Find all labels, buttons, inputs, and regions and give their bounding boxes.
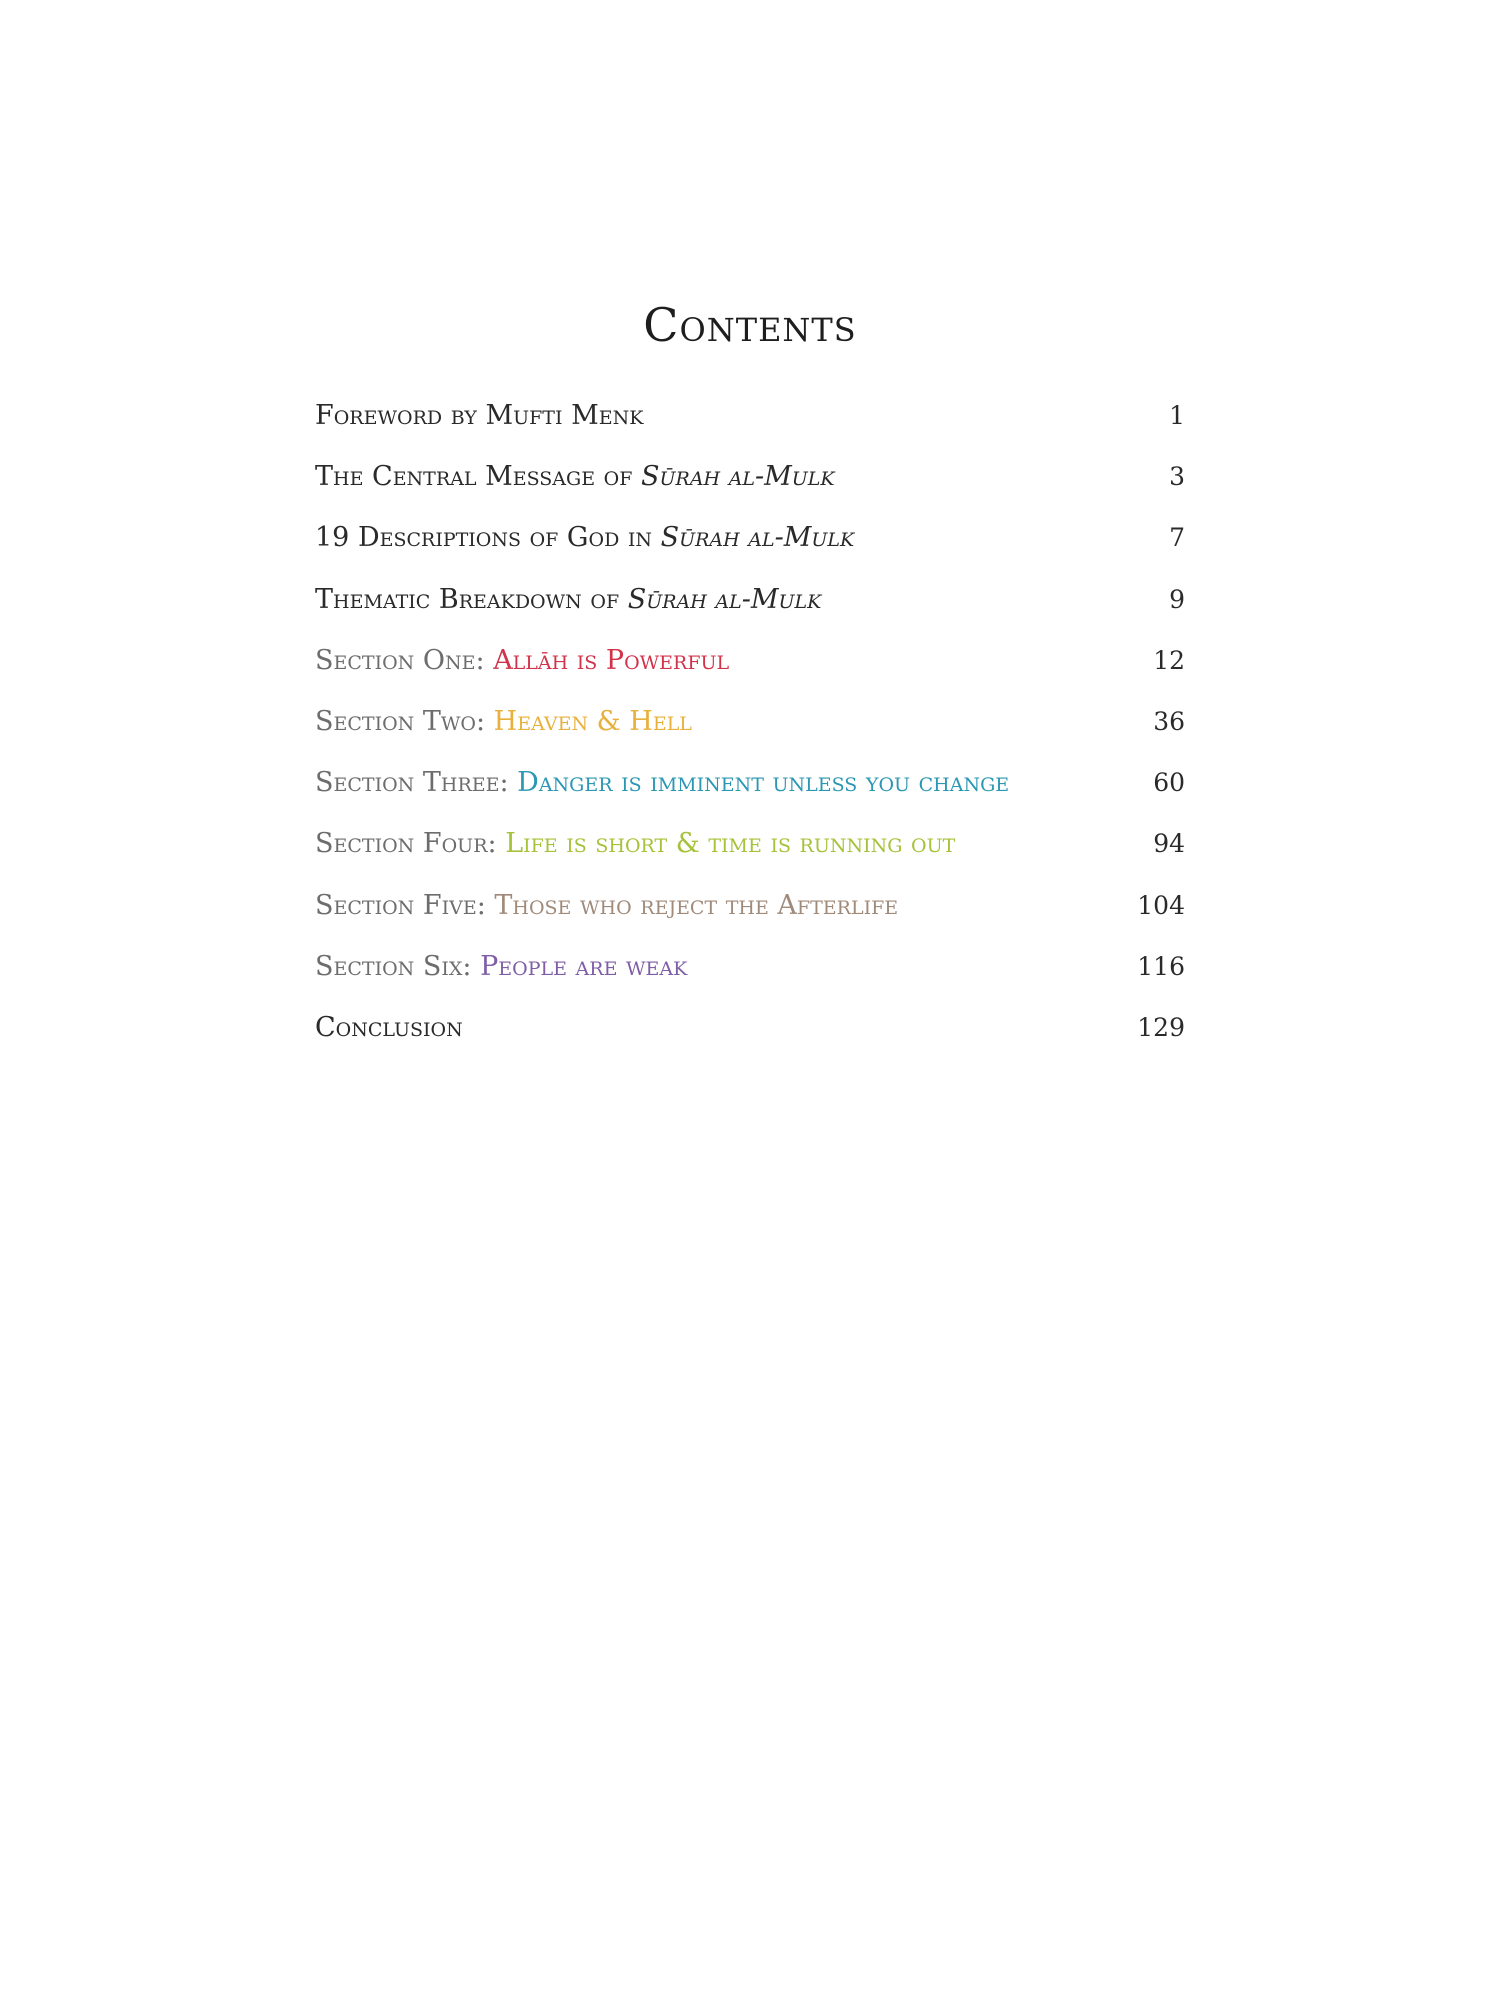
toc-section-title: Allāh is Powerful [493, 644, 730, 676]
toc-page-number: 94 [1153, 829, 1185, 859]
toc-entry-title: Thematic Breakdown of [315, 583, 628, 615]
toc-section-prefix: Section Three: [315, 767, 518, 799]
toc-page-number: 3 [1169, 462, 1185, 492]
toc-entry-label [315, 645, 729, 676]
toc-entry-label [315, 828, 955, 859]
toc-entry-label [315, 1012, 463, 1043]
toc-section-title: Life is short & time is running out [505, 828, 956, 860]
toc-section-prefix: Section Two: [315, 705, 494, 737]
toc-entry-surah-name: Sūrah al-Mulk [660, 522, 855, 554]
toc-section-title: Danger is imminent unless you change [517, 767, 1010, 799]
toc-page-number: 129 [1137, 1012, 1185, 1042]
toc-entry-label [315, 767, 1009, 798]
toc-section-prefix: Section One: [315, 644, 494, 676]
toc-entry-label [315, 461, 835, 492]
toc-page-number: 36 [1153, 706, 1185, 736]
toc-entry-foreword[interactable] [315, 400, 1185, 461]
toc-entry-surah-name: Sūrah al-Mulk [627, 583, 822, 615]
toc-entry-title: 19 Descriptions of God in [315, 522, 661, 554]
toc-entry-label [315, 951, 687, 982]
page-title: Contents [643, 298, 857, 352]
toc-section-title: Heaven & Hell [493, 705, 692, 737]
toc-entry-thematic-breakdown[interactable] [315, 584, 1185, 645]
toc-section-title: People are weak [480, 950, 688, 982]
toc-entry-label [315, 890, 898, 921]
toc-page-number: 7 [1169, 523, 1185, 553]
toc-section-prefix: Section Six: [315, 950, 481, 982]
toc-entry-label [315, 522, 854, 553]
toc-section-title: Those who reject the Afterlife [494, 889, 899, 921]
toc-entry-title: Conclusion [315, 1011, 463, 1043]
toc-entry-section-two[interactable] [315, 706, 1185, 767]
toc-page-number: 60 [1153, 768, 1185, 798]
toc-entry-section-four[interactable] [315, 828, 1185, 889]
toc-entry-title: Foreword by Mufti Menk [315, 400, 644, 431]
toc-page-number: 9 [1169, 584, 1185, 614]
toc-entry-title: The Central Message of [315, 461, 641, 493]
toc-entry-label [315, 400, 643, 431]
toc-page-number: 116 [1137, 951, 1185, 981]
toc-entry-central-message[interactable] [315, 461, 1185, 522]
toc-entry-label [315, 584, 821, 615]
toc-section-prefix: Section Four: [315, 828, 506, 860]
toc-entry-section-one[interactable] [315, 645, 1185, 706]
table-of-contents [315, 400, 1185, 1073]
toc-entry-section-six[interactable] [315, 951, 1185, 1012]
toc-section-prefix: Section Five: [315, 889, 495, 921]
toc-page-number: 1 [1169, 401, 1185, 430]
toc-entry-label [315, 706, 692, 737]
toc-entry-section-three[interactable] [315, 767, 1185, 828]
toc-page-number: 12 [1153, 645, 1185, 675]
toc-page-number: 104 [1137, 890, 1185, 920]
toc-entry-conclusion[interactable] [315, 1012, 1185, 1073]
toc-entry-surah-name: Sūrah al-Mulk [641, 461, 835, 493]
toc-entry-descriptions-of-god[interactable] [315, 522, 1185, 583]
toc-entry-section-five[interactable] [315, 890, 1185, 951]
